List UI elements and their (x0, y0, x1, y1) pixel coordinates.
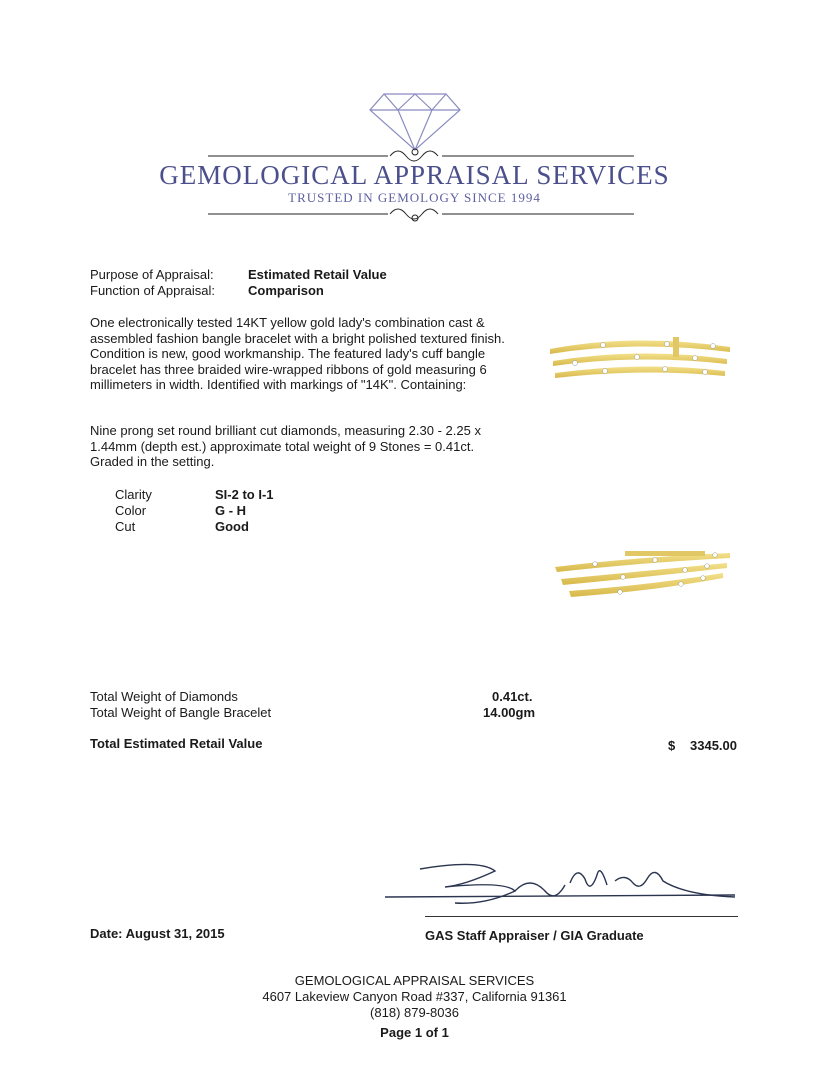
bracelet-photo-side (555, 551, 730, 597)
footer-phone: (818) 879-8036 (370, 1005, 459, 1020)
grading-value-color: G - H (215, 503, 247, 518)
purpose-label: Purpose of Appraisal: (90, 267, 214, 282)
company-name: GEMOLOGICAL APPRAISAL SERVICES (159, 160, 670, 190)
grading-value-clarity: SI-2 to I-1 (215, 487, 274, 502)
appraisal-date: Date: August 31, 2015 (90, 926, 225, 941)
item-description: One electronically tested 14KT yellow gold lady's combination cast & assembled fashion bangle bracelet with a bright polished textured finish. Condition is new, good workmanship. The featured lady's cuff bangle bracelet has three braided wire-wrapped ribbons of gold measuring 6 millimeters in width. Identified with markings of "14K". Containing: (90, 315, 505, 392)
grading-value-cut: Good (215, 519, 249, 534)
purpose-value: Estimated Retail Value (248, 267, 387, 282)
total-bracelet-value: 14.00gm (483, 705, 536, 720)
stones-description: Nine prong set round brilliant cut diamonds, measuring 2.30 - 2.25 x 1.44mm (depth est.) approximate total weight of 9 Stones = 0.41ct. Graded in the setting. (90, 423, 481, 469)
diamond-icon (370, 94, 460, 150)
appraiser-title: GAS Staff Appraiser / GIA Graduate (425, 928, 644, 943)
page-number: Page 1 of 1 (380, 1025, 449, 1040)
total-retail-label: Total Estimated Retail Value (90, 736, 263, 751)
letterhead-logo (0, 88, 829, 228)
footer-address: 4607 Lakeview Canyon Road #337, California 91361 (262, 989, 567, 1004)
appraiser-signature (385, 855, 745, 915)
function-label: Function of Appraisal: (90, 283, 216, 298)
grading-label-clarity: Clarity (115, 487, 152, 502)
total-retail-value: 3345.00 (690, 738, 737, 753)
grading-label-cut: Cut (115, 519, 136, 534)
footer-company: GEMOLOGICAL APPRAISAL SERVICES (294, 973, 535, 988)
total-bracelet-label: Total Weight of Bangle Bracelet (90, 705, 272, 720)
total-diamonds-value: 0.41ct. (492, 689, 533, 704)
ornament-divider-bottom (208, 209, 634, 221)
signature-line (425, 916, 738, 917)
grading-label-color: Color (115, 503, 147, 518)
total-retail-currency: $ (668, 738, 676, 753)
company-tagline: TRUSTED IN GEMOLOGY SINCE 1994 (288, 190, 541, 205)
function-value: Comparison (248, 283, 324, 298)
bracelet-photo-top (545, 335, 735, 391)
total-diamonds-label: Total Weight of Diamonds (90, 689, 238, 704)
